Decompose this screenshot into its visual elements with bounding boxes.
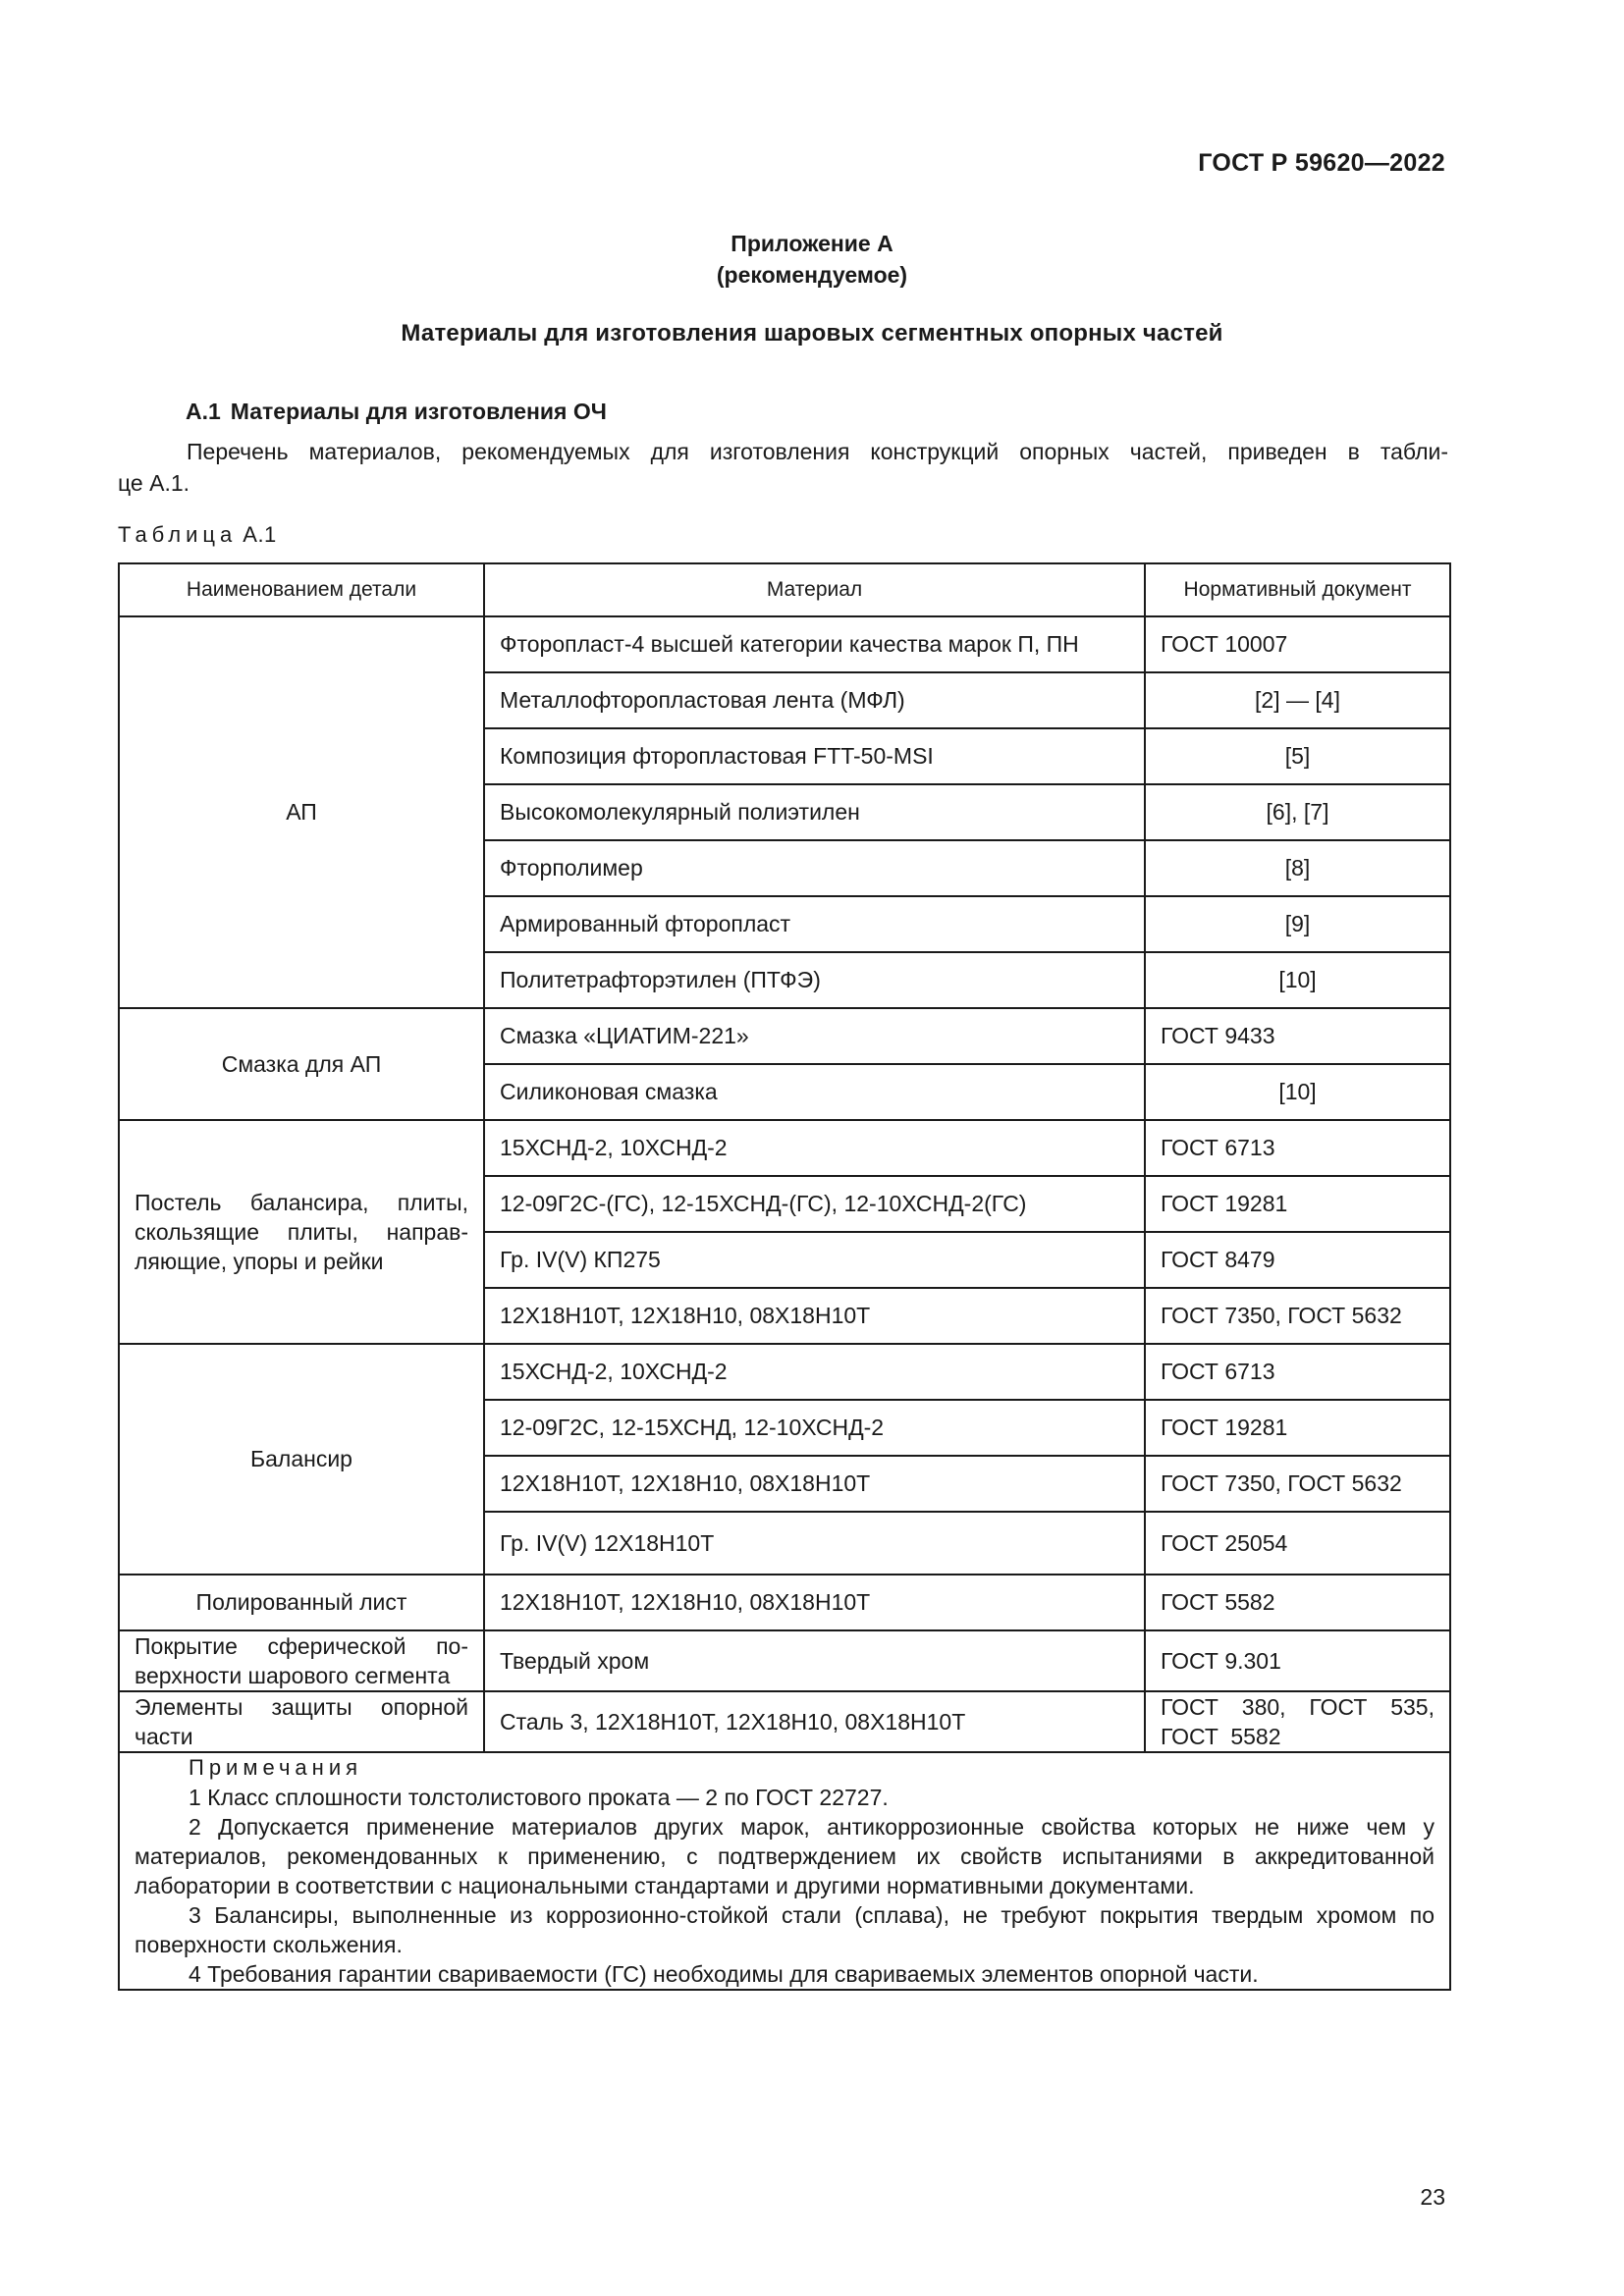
section-paragraph	[118, 436, 1448, 499]
table-caption	[118, 522, 277, 548]
note-text: 4 Требования гарантии свариваемости (ГС) необходимы для свариваемых элементов опорной части.	[189, 1961, 1259, 1987]
note-text: 2 Допускается применение материалов других марок, антикоррозионные свойства которых не ниже чем у материалов, рекомендованных к применению, с подтверждением их свойств испытаниями в аккредитованной лаборатории в соответствии с национальными стандартами и другими нормативными документами.	[135, 1814, 1435, 1898]
doc-cell: ГОСТ 7350, ГОСТ 5632	[1145, 1288, 1450, 1344]
material-cell: 12Х18Н10Т, 12Х18Н10, 08Х18Н10Т	[484, 1288, 1145, 1344]
doc-cell: [9]	[1145, 896, 1450, 952]
paragraph-line-1: Перечень материалов, рекомендуемых для изготовления конструкций опорных частей, приведен в табли-	[187, 439, 1448, 464]
table-row	[119, 1008, 1450, 1064]
note-item	[135, 1959, 1435, 1989]
material-cell: Гр. IV(V) 12Х18Н10Т	[484, 1512, 1145, 1575]
table-caption-number: А.1	[243, 522, 277, 547]
section-title: Материалы для изготовления ОЧ	[230, 399, 607, 424]
material-cell: 12-09Г2С-(ГС), 12-15ХСНД-(ГС), 12-10ХСНД-2(ГС)	[484, 1176, 1145, 1232]
material-cell: 12Х18Н10Т, 12Х18Н10, 08Х18Н10Т	[484, 1575, 1145, 1630]
notes-title: Примечания	[189, 1755, 363, 1780]
doc-cell: [5]	[1145, 728, 1450, 784]
material-cell: Твердый хром	[484, 1630, 1145, 1691]
doc-cell: [2] — [4]	[1145, 672, 1450, 728]
header-doc: Нормативный документ	[1145, 563, 1450, 616]
material-cell: Политетрафторэтилен (ПТФЭ)	[484, 952, 1145, 1008]
note-item	[135, 1783, 1435, 1812]
notes-row	[119, 1752, 1450, 1990]
doc-cell: ГОСТ 6713	[1145, 1344, 1450, 1400]
header-part: Наименованием детали	[119, 563, 484, 616]
table-row	[119, 616, 1450, 672]
appendix-status: (рекомендуемое)	[716, 262, 908, 288]
table-row	[119, 1630, 1450, 1691]
material-cell: Композиция фторопластовая FTT-50-MSI	[484, 728, 1145, 784]
table-row	[119, 1344, 1450, 1400]
part-cell: Покрытие сферической по-верхности шарового сегмента	[119, 1630, 484, 1691]
doc-cell: ГОСТ 19281	[1145, 1176, 1450, 1232]
doc-cell: ГОСТ 7350, ГОСТ 5632	[1145, 1456, 1450, 1512]
section-heading	[186, 399, 607, 425]
doc-cell: [8]	[1145, 840, 1450, 896]
doc-cell: ГОСТ 9433	[1145, 1008, 1450, 1064]
notes-cell	[119, 1752, 1450, 1990]
part-cell: Балансир	[119, 1344, 484, 1575]
table-row	[119, 1575, 1450, 1630]
material-cell: Силиконовая смазка	[484, 1064, 1145, 1120]
doc-cell: [6], [7]	[1145, 784, 1450, 840]
material-cell: Смазка «ЦИАТИМ-221»	[484, 1008, 1145, 1064]
doc-cell: [10]	[1145, 1064, 1450, 1120]
table-caption-label: Таблица	[118, 522, 238, 547]
material-cell: Фторполимер	[484, 840, 1145, 896]
doc-cell: ГОСТ 6713	[1145, 1120, 1450, 1176]
material-cell: 12Х18Н10Т, 12Х18Н10, 08Х18Н10Т	[484, 1456, 1145, 1512]
note-text: 3 Балансиры, выполненные из коррозионно-стойкой стали (сплава), не требуют покрытия твердым хромом по поверхности скольжения.	[135, 1902, 1435, 1957]
appendix-label: Приложение А	[731, 231, 893, 256]
doc-cell: ГОСТ 9.301	[1145, 1630, 1450, 1691]
material-cell: Металлофторопластовая лента (МФЛ)	[484, 672, 1145, 728]
material-cell: 15ХСНД-2, 10ХСНД-2	[484, 1120, 1145, 1176]
table-header-row	[119, 563, 1450, 616]
part-cell: АП	[119, 616, 484, 1008]
note-text: 1 Класс сплошности толстолистового проката — 2 по ГОСТ 22727.	[189, 1785, 889, 1810]
material-cell: Армированный фторопласт	[484, 896, 1145, 952]
note-item	[135, 1900, 1435, 1959]
page-number: 23	[1420, 2184, 1445, 2210]
material-cell: Гр. IV(V) КП275	[484, 1232, 1145, 1288]
document-code: ГОСТ Р 59620—2022	[1198, 149, 1445, 177]
materials-table	[118, 562, 1451, 1991]
doc-cell: ГОСТ 19281	[1145, 1400, 1450, 1456]
header-material: Материал	[484, 563, 1145, 616]
part-cell: Смазка для АП	[119, 1008, 484, 1120]
material-cell: 12-09Г2С, 12-15ХСНД, 12-10ХСНД-2	[484, 1400, 1145, 1456]
doc-cell: ГОСТ 380, ГОСТ 535, ГОСТ 5582	[1145, 1691, 1450, 1752]
doc-cell: [10]	[1145, 952, 1450, 1008]
part-cell: Постель балансира, плиты, скользящие плиты, направ-ляющие, упоры и рейки	[119, 1120, 484, 1344]
doc-cell: ГОСТ 10007	[1145, 616, 1450, 672]
appendix-title	[0, 228, 1624, 291]
appendix-heading: Материалы для изготовления шаровых сегментных опорных частей	[401, 320, 1223, 347]
paragraph-line-2: це А.1.	[118, 470, 190, 496]
doc-cell: ГОСТ 25054	[1145, 1512, 1450, 1575]
doc-cell: ГОСТ 5582	[1145, 1575, 1450, 1630]
table-row	[119, 1691, 1450, 1752]
material-cell: Сталь 3, 12Х18Н10Т, 12Х18Н10, 08Х18Н10Т	[484, 1691, 1145, 1752]
material-cell: Фторопласт-4 высшей категории качества марок П, ПН	[484, 616, 1145, 672]
doc-cell: ГОСТ 8479	[1145, 1232, 1450, 1288]
note-item	[135, 1812, 1435, 1900]
part-cell: Элементы защиты опорной части	[119, 1691, 484, 1752]
table-row	[119, 1120, 1450, 1176]
part-cell: Полированный лист	[119, 1575, 484, 1630]
material-cell: 15ХСНД-2, 10ХСНД-2	[484, 1344, 1145, 1400]
section-number: А.1	[186, 399, 221, 424]
material-cell: Высокомолекулярный полиэтилен	[484, 784, 1145, 840]
